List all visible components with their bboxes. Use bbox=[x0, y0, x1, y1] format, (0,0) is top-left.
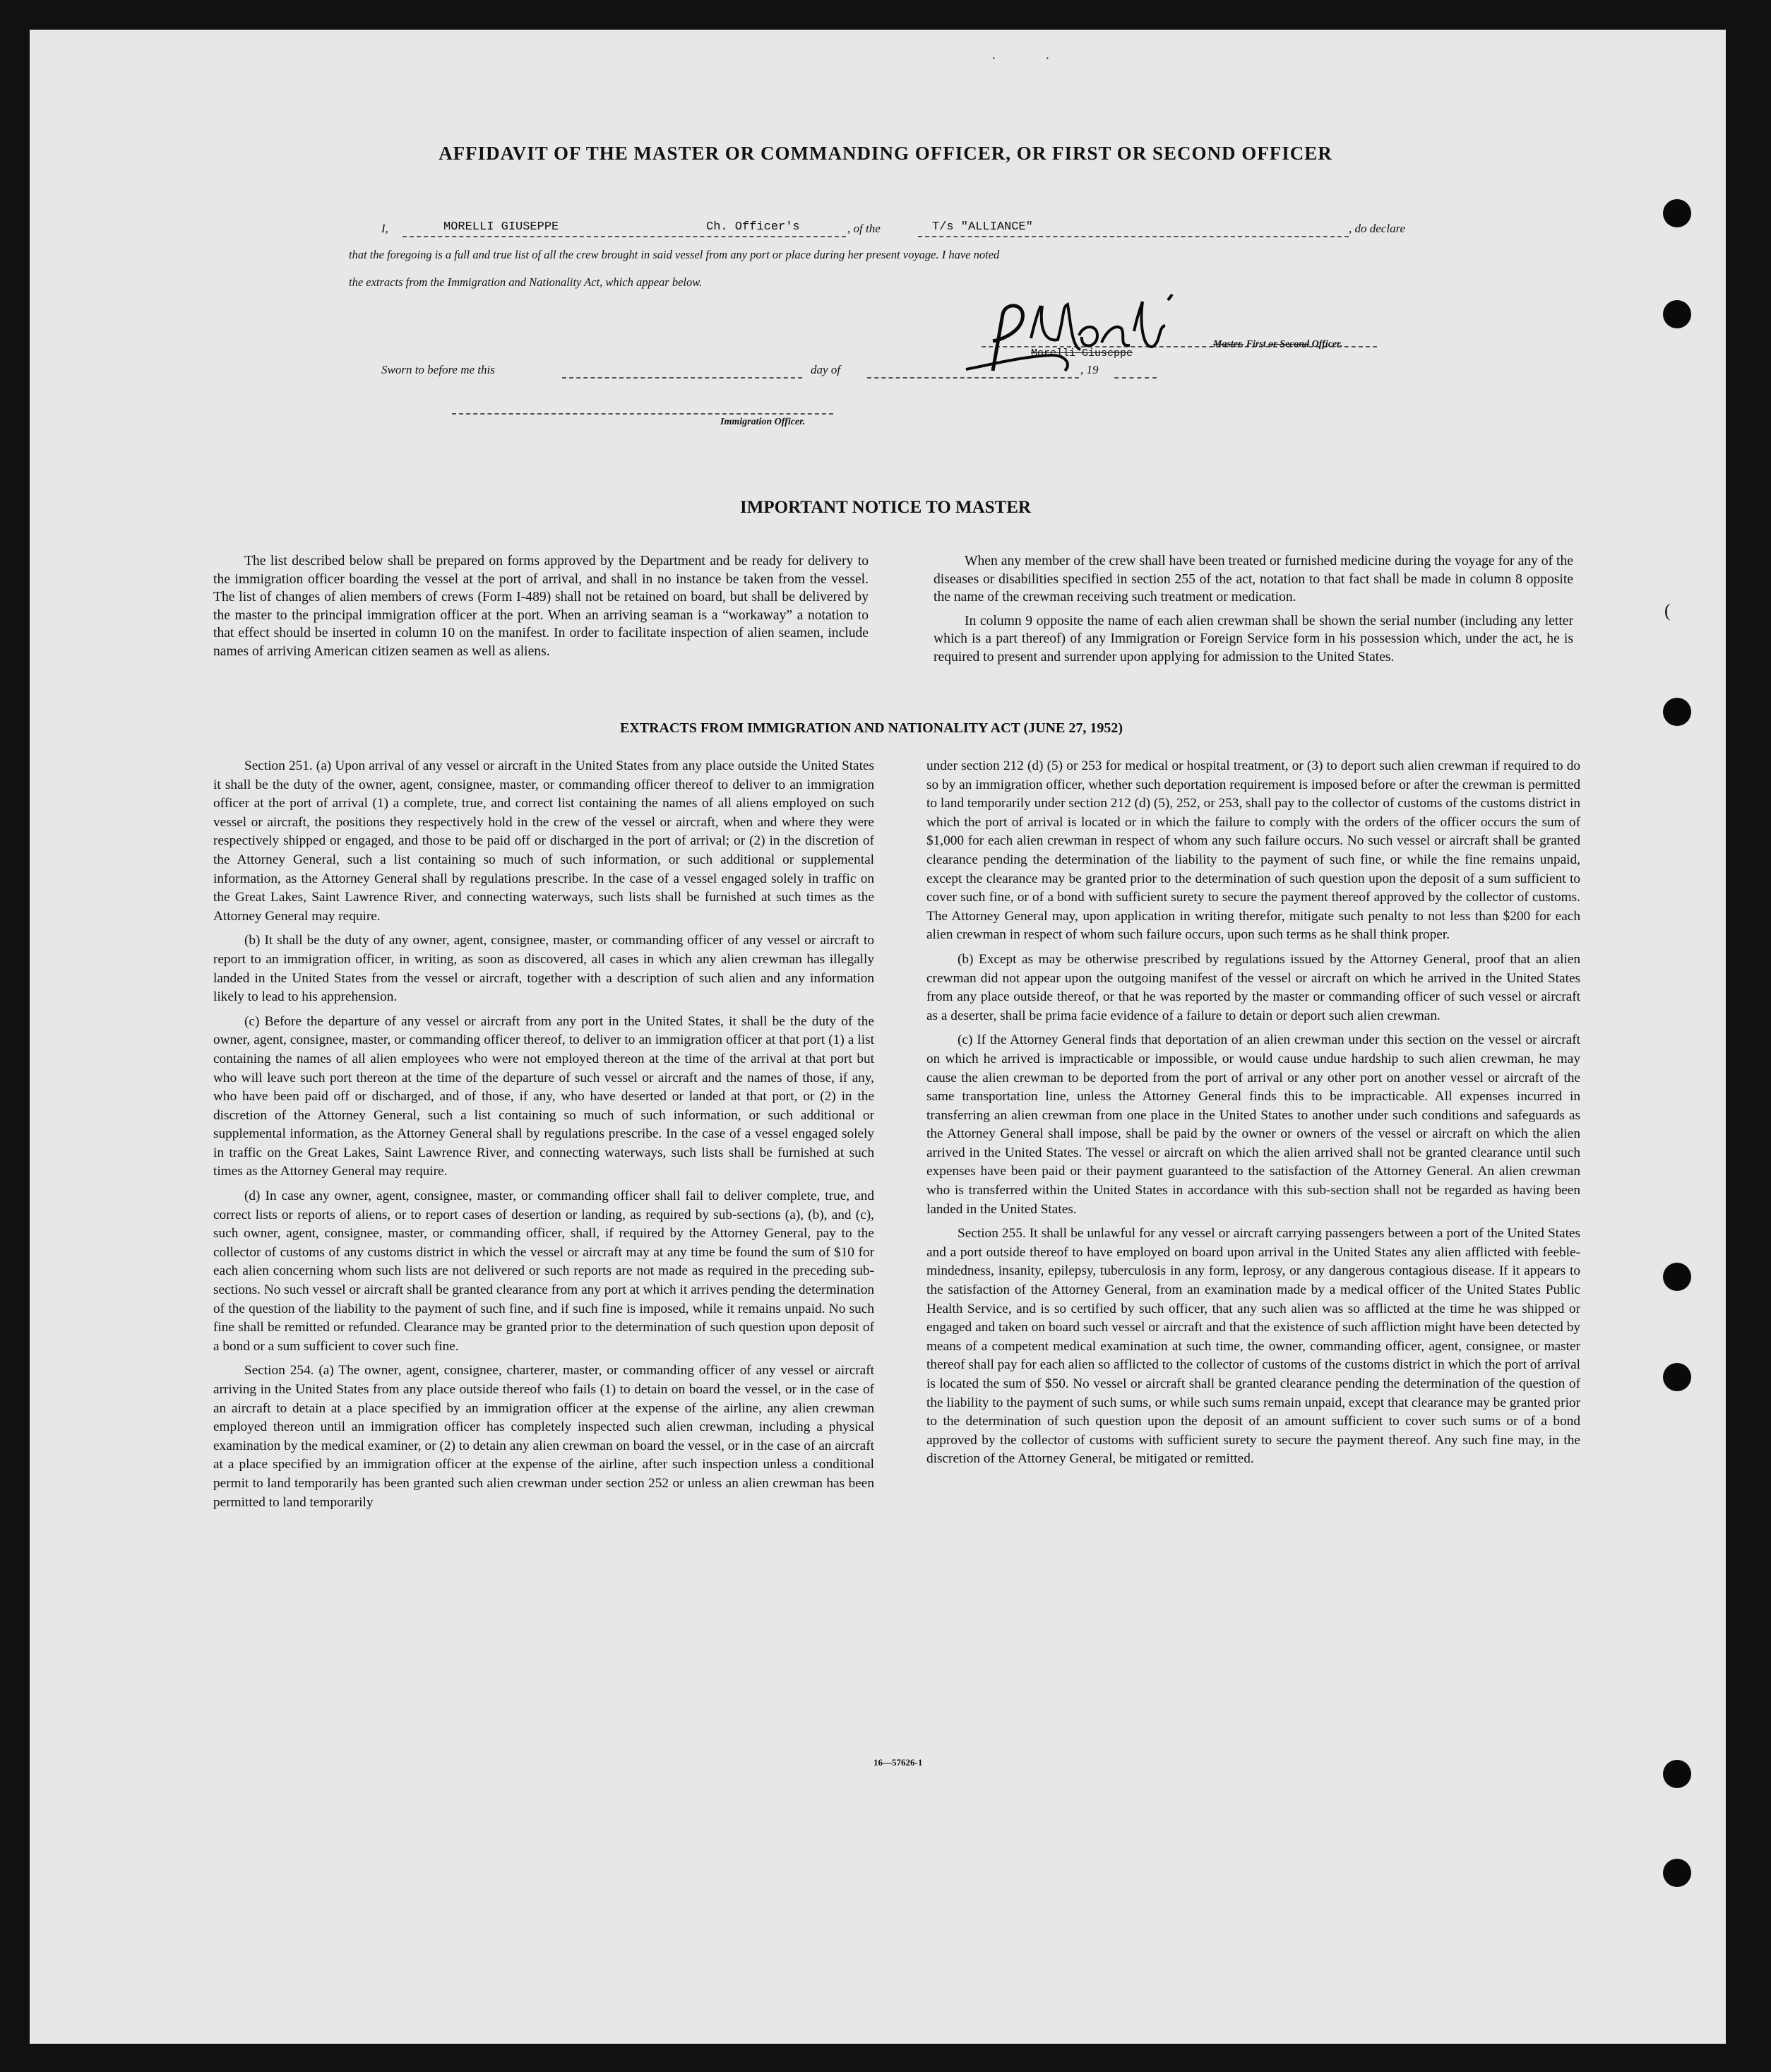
officer-rank-first: First bbox=[1246, 339, 1266, 350]
immigration-officer-line bbox=[452, 413, 833, 415]
section-251-d: (d) In case any owner, agent, consignee, master, or commanding officer shall fail to deliver complete, true, and correct lists or reports of aliens, or to report cases of desertion or landing, as required by sub-sections (a), (b), and (c), such owner, agent, consignee, master, or commanding officer, shall, if required by the Attorney General, pay to the collector of customs of any customs district in which the vessel or aircraft may at any time be found the sum of $10 for each alien concerning whom such lists are not delivered or such reports are not made as required in the preceding sub-sections. No such vessel or aircraft shall be granted clearance from any port at which it arrives pending the determination of the question of the liability to the payment of such fine, and if such fine is imposed, while it remains unpaid. No such fine shall be remitted or refunded. Clearance may be granted prior to the determination of such question upon deposit of a bond or a sum sufficient to cover such fine. bbox=[213, 1189, 874, 1354]
struck-second: or Second bbox=[1268, 339, 1310, 350]
officer-title bbox=[1213, 339, 1342, 350]
punch-hole bbox=[1663, 300, 1691, 328]
punch-hole bbox=[1663, 1760, 1691, 1788]
scan-speck: · bbox=[991, 51, 996, 66]
section-251-c: (c) Before the departure of any vessel or aircraft from any port in the United States, it shall be the duty of the owner, agent, consignee, master, or commanding officer thereof, to deliver to an immigration officer at that port (1) a list containing the names of all alien employees who were not employed thereon at the time of the arrival at that port but who will leave such port thereon at the time of the departure of such vessel or aircraft and the names of those, if any, who have been paid off or discharged, and of those, if any, who have deserted or landed at that port, or (2) in the discretion of the Attorney General, such a list containing so much of such information, or such additional or supplemental information, as the Attorney General shall by regulations prescribe. In the case of a vessel engaged solely in traffic on the Great Lakes, Saint Lawrence River, and connecting waterways, such lists shall be furnished at such times as the Attorney General may require. bbox=[213, 1013, 874, 1179]
signer-name: Morelli Giuseppe bbox=[1031, 347, 1133, 359]
section-254-a-continued: under section 212 (d) (5) or 253 for medical or hospital treatment, or (3) to deport such alien crewman if required to do so by an immigration officer, whether such deportation requirement is imposed before or after the crewman is permitted to land temporarily under section 212 (d) (5), 252, or 253, shall pay to the collector of customs of the customs district in which the port of arrival is located or in which the failure to comply with the orders of the officer occurs the sum of $1,000 for each alien crewman in respect of whom any such failure occurs. No such vessel or aircraft shall be granted clearance pending the determination of the liability to the payment of such fine, or while the fine remains unpaid, except the clearance may be granted prior to the determination of such question upon the deposit of a sum sufficient to cover such fine, or of a bond with sufficient surety to secure the payment thereof approved by the collector of customs. The Attorney General may, upon application in writing therefor, mitigate such penalty to not less than $200 for each alien crewman in respect of whom such failure occurs, upon such terms as he shall think proper. bbox=[926, 758, 1580, 943]
notice-right-paragraph-2: In column 9 opposite the name of each alien crewman shall be shown the serial number (including any letter which is a part thereof) of any Immigration or Foreign Service form in his possession which, under the act, he is required to present and surrender upon applying for admission to the United States. bbox=[934, 613, 1573, 665]
section-254-c: (c) If the Attorney General finds that deportation of an alien crewman under this section on the vessel or aircraft on which he arrived is impracticable or impossible, or would cause undue hardship to such alien crewman, he may cause the alien crewman to be deported from the port of arrival or any other port on another vessel or aircraft of the same transportation line, unless the Attorney General finds this to be impracticable. All expenses incurred in transferring an alien crewman from one place in the United States to another under such conditions and safeguards as the Attorney General shall impose, shall be paid by the owner or owners of the vessel or aircraft on which the alien arrived in the United States. The vessel or aircraft on which the alien arrived shall not be granted clearance until such expenses have been paid or their payment guaranteed to the satisfaction of the Attorney General. An alien crewman who is transferred within the United States in accordance with this sub-section shall not be regarded as having been landed in the United States. bbox=[926, 1032, 1580, 1217]
extracts-left-column bbox=[213, 757, 874, 1518]
notice-left-paragraph: The list described below shall be prepared on forms approved by the Department and be ready for delivery to the immigration officer boarding the vessel at the port of arrival, and shall in no instance be taken from the vessel. The list of changes of alien members of crews (Form I-489) shall not be retained on board, but shall be delivered by the master to the principal immigration officer at the port. When an arriving seaman is a “workaway” a notation to that effect should be inserted in column 10 on the manifest. In order to facilitate inspection of alien seamen, include names of arriving American citizen seamen as well as aliens. bbox=[213, 554, 869, 659]
affidavit-title: AFFIDAVIT OF THE MASTER OR COMMANDING OFFICER, OR FIRST OR SECOND OFFICER bbox=[439, 143, 1332, 164]
punch-hole bbox=[1663, 1263, 1691, 1291]
notice-right-column bbox=[934, 552, 1573, 672]
vessel-field-line bbox=[918, 236, 1349, 237]
notice-title: IMPORTANT NOTICE TO MASTER bbox=[740, 498, 1031, 517]
scan-speck: · bbox=[1045, 51, 1050, 66]
section-251-a: Section 251. (a) Upon arrival of any vessel or aircraft in the United States from any place outside the United States it shall be the duty of the owner, agent, consignee, master, or commanding officer thereof to deliver to an immigration officer at the port of arrival (1) a complete, true, and correct list containing the names of all aliens employed on such vessel or aircraft, the positions they respectively hold in the crew of the vessel or aircraft, when and where they were respectively shipped or engaged, and those to be paid off or discharged in the port of arrival; or (2) in the discretion of the Attorney General, such a list containing so much of such information, or such additional or supplemental information, as the Attorney General shall by regulations prescribe. In the case of a vessel engaged solely in traffic on the Great Lakes, Saint Lawrence River, and connecting waterways, such lists shall be furnished at such times as the Attorney General may require. bbox=[213, 758, 874, 924]
margin-mark: ( bbox=[1664, 600, 1671, 621]
handwritten-signature bbox=[952, 286, 1185, 392]
punch-hole bbox=[1663, 1363, 1691, 1391]
affidavit-line-3: the extracts from the Immigration and Nationality Act, which appear below. bbox=[349, 275, 703, 289]
vessel-field: T/s "ALLIANCE" bbox=[932, 220, 1033, 234]
punch-hole bbox=[1663, 1859, 1691, 1887]
name-field: MORELLI GIUSEPPE bbox=[443, 220, 559, 234]
affidavit-line-1 bbox=[381, 222, 388, 236]
name-field-line bbox=[402, 236, 846, 237]
affidavit-line-2: that the foregoing is a full and true list of all the crew brought in said vessel from any port or place during her present voyage. I have noted bbox=[349, 248, 1000, 261]
sworn-label: Sworn to before me this bbox=[381, 363, 495, 376]
section-255: Section 255. It shall be unlawful for any vessel or aircraft carrying passengers between a port of the United States and a port outside thereof to have employed on board upon arrival in the United States any alien afflicted with feeble-mindedness, insanity, epilepsy, tuberculosis in any form, leprosy, or any dangerous contagious disease. If it appears to the satisfaction of the Attorney General, from an examination made by a medical officer of the United States Public Health Service, and is so certified by such officer, that any such alien was so afflicted at the time he was shipped or engaged and taken on board such vessel or aircraft and that the existence of such affliction might have been detected by means of a competent medical examination at such time, the owner, commanding officer, agent, consignee, or master thereof shall pay for each alien so afflicted to the collector of customs of the customs district in which the port of arrival is located the sum of $50. No vessel or aircraft shall be granted clearance pending the determination of the question of the liability to the payment of such sums, or while such sums remain unpaid, except that clearance may be granted prior to the determination of such question upon the deposit of an amount sufficient to cover such sums or of a bond approved by the collector of customs with sufficient surety to secure the payment thereof. Any such fine may, in the discretion of the Attorney General, be mitigated or remitted. bbox=[926, 1226, 1580, 1467]
extracts-right-column bbox=[926, 757, 1580, 1475]
struck-master: Master. bbox=[1213, 339, 1244, 350]
officer-label: Officer. bbox=[1311, 339, 1343, 350]
section-254-b: (b) Except as may be otherwise prescribed by regulations issued by the Attorney General, proof that an alien crewman did not appear upon the outgoing manifest of the vessel or aircraft on which he arrived in the United States from any place outside thereof, or that he was reported by the master or commanding officer of such vessel or aircraft as a deserter, shall be prima facie evidence of a failure to detain or deport such alien crewman. bbox=[926, 951, 1580, 1023]
notice-left-column bbox=[213, 552, 869, 667]
section-251-b: (b) It shall be the duty of any owner, agent, consignee, master, or commanding officer of any vessel or aircraft to report to an immigration officer, in writing, as soon as discovered, all cases in which any alien crewman has illegally landed in the United States from the vessel or aircraft, together with a description of such alien and any information likely to lead to his apprehension. bbox=[213, 933, 874, 1005]
extracts-title: EXTRACTS FROM IMMIGRATION AND NATIONALITY ACT (JUNE 27, 1952) bbox=[619, 720, 1123, 736]
day-of-label: day of bbox=[811, 363, 841, 376]
form-code: 16—57626-1 bbox=[873, 1757, 923, 1768]
section-254-a: Section 254. (a) The owner, agent, consignee, charterer, master, or commanding officer of any vessel or aircraft arriving in the United States from any place outside thereof who fails (1) to detain on board the vessel, or in the case of an aircraft to detain at a place specified by an immigration officer at the expense of the airline, any alien crewman employed thereon until an immigration officer has completely inspected such alien crewman, including a physical examination by the medical examiner, or (2) to detain any alien crewman on board the vessel, or in the case of an aircraft at a place specified by an immigration officer at the expense of the airline, after such inspection unless a conditional permit to land temporarily has been granted such alien crewman under section 252 or unless an alien crewman has been permitted to land temporarily bbox=[213, 1363, 874, 1510]
do-declare-label: , do declare bbox=[1349, 222, 1406, 235]
notice-right-paragraph-1: When any member of the crew shall have been treated or furnished medicine during the voyage for any of the diseases or disabilities specified in section 255 of the act, notation to that fact shall be made in column 8 opposite the name of the crewman receiving such treatment or medication. bbox=[934, 554, 1573, 605]
year-label: , 19 bbox=[1080, 363, 1099, 376]
of-the-label: , of the bbox=[847, 222, 881, 235]
punch-hole bbox=[1663, 199, 1691, 227]
immigration-officer-label: Immigration Officer. bbox=[720, 417, 806, 427]
line-prefix: I, bbox=[381, 222, 388, 235]
sworn-day-line bbox=[562, 377, 802, 379]
rank-field: Ch. Officer's bbox=[706, 220, 800, 234]
